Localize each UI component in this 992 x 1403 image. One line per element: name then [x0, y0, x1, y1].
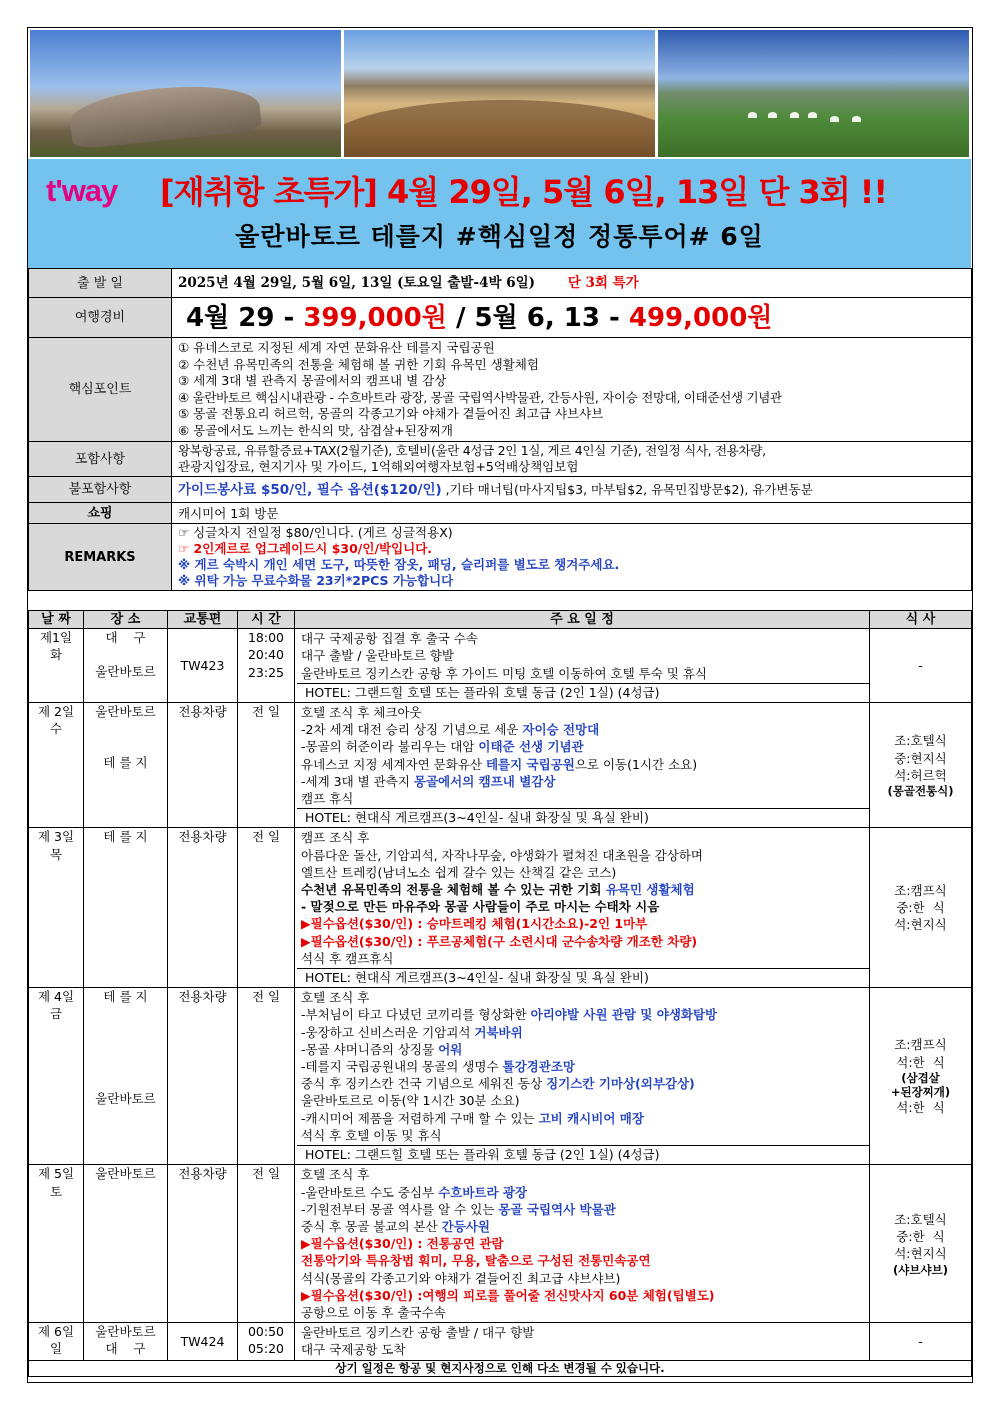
day-transport: 전용차량: [168, 1165, 238, 1323]
itinerary-text: 석식 후 캠프휴식: [301, 950, 394, 966]
place-line: [84, 737, 167, 754]
itinerary-text: [522, 722, 599, 737]
remark-item: ☞ 2인게르로 업그레이드시 $30/인/박입니다.: [178, 541, 433, 556]
highlight-text: 몽골 국립역사 박물관: [498, 1201, 616, 1217]
itinerary-text: - 말젖으로 만든 마유주와 몽골 사람들이 주로 마시는 수태차 시음: [301, 899, 660, 915]
day-meals: [870, 629, 972, 703]
meal-line: 중:현지식: [894, 750, 947, 766]
itinerary-text: 대구 출발 / 울란바토르 향발: [301, 648, 454, 664]
schedule-header-row: [29, 611, 972, 629]
place-line: [84, 646, 167, 663]
itinerary-line: [301, 1166, 865, 1183]
place-line: [84, 1022, 167, 1039]
highlight-text: 톨강경관조망: [502, 1059, 575, 1075]
itinerary-line: [301, 738, 865, 755]
schedule-footer-row: [29, 1360, 972, 1376]
meal-line: 석:한 식: [896, 1054, 945, 1070]
itinerary-text: (남녀노소 쉽게 갈수 있는 산책길 같은 코스): [377, 864, 617, 880]
shopping-value: 캐시미어 1회 방문: [172, 503, 972, 524]
highlight-text: 유목민 생활체험: [605, 882, 695, 898]
place-line: 테 를 지: [103, 755, 148, 771]
itinerary-line: [301, 898, 865, 915]
point-item: ③ 세계 3대 별 관측지 몽골에서의 캠프내 별 감상: [178, 373, 447, 388]
itinerary-line: [301, 773, 865, 790]
remark-item: ※ 위탁 가능 무료수화물 23키*2PCS 가능합니다: [178, 573, 454, 588]
highlight-text: 고비 캐시비어 매장: [538, 1110, 644, 1126]
itinerary-text: 유네스코 지정 세계자연 문화유산: [301, 756, 486, 772]
day-itinerary: [295, 1323, 870, 1360]
price-label: 여행경비: [29, 298, 172, 338]
hotel-line: HOTEL: 그랜드힐 호텔 또는 플라워 호텔 동급 (2인 1실) (4성급): [297, 683, 869, 701]
day-meals: [870, 988, 972, 1165]
day-times: [238, 988, 295, 1165]
price-cell: [172, 298, 972, 338]
meal-line: 조:호텔식: [894, 1211, 947, 1227]
turtle-rock-photo: [30, 30, 341, 157]
itinerary-text: [438, 1042, 462, 1057]
header-meals: 식 사: [870, 611, 972, 629]
itinerary-text: 중식 후 몽골 불교의 본산: [301, 1218, 442, 1234]
itinerary-line: [301, 1252, 865, 1269]
included-line: 왕복항공료, 유류할증료+TAX(2월기준), 호텔비(울란 4성급 2인 1실, 게르 4인실 기준), 전일정 식사, 전용차량,: [178, 443, 766, 458]
day-meals: [870, 828, 972, 988]
day-itinerary: [295, 629, 870, 703]
points-cell: [172, 338, 972, 442]
included-label: 포함사항: [29, 442, 172, 477]
meal-line: 조:호텔식: [894, 733, 947, 749]
subheadline: 울란바토르 테를지 #핵심일정 정통투어# 6일: [235, 222, 764, 251]
schedule-table: [28, 610, 972, 1377]
info-table: [28, 268, 972, 591]
hotel-line: HOTEL: 그랜드힐 호텔 또는 플라워 호텔 동급 (2인 1실) (4성급): [297, 1145, 869, 1163]
highlight-text: 거북바위: [474, 1024, 523, 1040]
photo-strip: [28, 28, 971, 159]
meal-line: 중:한 식: [896, 1229, 945, 1245]
place-line: 대 구: [105, 630, 146, 646]
place-line: 울란바토르: [95, 704, 156, 720]
itinerary-text: 캠프 조식 후: [301, 830, 370, 846]
time-line: 23:25: [247, 664, 285, 680]
day-meals: [870, 703, 972, 828]
day-times: [238, 1165, 295, 1323]
meal-line: 조:캠프식: [894, 883, 947, 899]
itinerary-line: [301, 1110, 865, 1127]
headline: [재취항 초특가] 4월 29일, 5월 6일, 13일 단 3회 !!: [160, 173, 887, 211]
remark-item: ※ 게르 숙박시 개인 세면 도구, 따뜻한 잠옷, 패딩, 슬리퍼를 별도로 챙겨주세요.: [178, 557, 620, 572]
itinerary-line: [301, 847, 865, 864]
itinerary-line: [301, 1127, 865, 1144]
itinerary-text: 으로 이동(1시간 소요): [574, 756, 698, 772]
schedule-day-row: [29, 1165, 972, 1323]
itinerary-text: [539, 1111, 644, 1126]
point-item: ④ 울란바토르 핵심시내관광 - 수흐바트라 광장, 몽골 국립역사박물관, 간등사원, 자이승 전망대, 이태준선생 기념관: [178, 389, 782, 405]
place-line: 대 구: [105, 1341, 146, 1357]
schedule-day-row: [29, 1323, 972, 1360]
highlight-text: 테를지 국립공원: [485, 756, 575, 772]
day-places: [84, 1323, 168, 1360]
itinerary-line: [301, 933, 865, 950]
meal-line: +된장찌개): [890, 1084, 951, 1099]
highlight-text: 자이승 전망대: [522, 722, 600, 738]
itinerary-line: [301, 1092, 865, 1109]
day-transport: TW424: [168, 1323, 238, 1360]
itinerary-line: [301, 864, 865, 881]
place-line: 울란바토르: [95, 1166, 156, 1182]
schedule-day-row: [29, 828, 972, 988]
itinerary-text: -2차 세계 대전 승리 상징 기념으로 세운: [301, 722, 523, 738]
document-frame: [27, 27, 973, 1383]
day-places: [84, 988, 168, 1165]
itinerary-line: [301, 721, 865, 738]
itinerary-text: 호텔 조식 후: [301, 1167, 370, 1183]
itinerary-text: 울란바토르 징키스칸 공항 출발 / 대구 향발: [301, 1325, 535, 1341]
header-place: 장 소: [84, 611, 168, 629]
price-separator: /: [446, 302, 475, 333]
itinerary-text: -캐시미어 제품을 저렴하게 구매 할 수 있는: [301, 1110, 539, 1126]
time-line: 18:00: [247, 630, 285, 646]
excluded-label: 불포함사항: [29, 477, 172, 503]
itinerary-text: 호텔 조식 후: [301, 990, 370, 1006]
itinerary-line: [301, 1270, 865, 1287]
itinerary-text: [546, 1076, 695, 1091]
schedule-day-row: [29, 988, 972, 1165]
itinerary-text: -웅장하고 신비스러운 기암괴석: [301, 1024, 475, 1040]
itinerary-line: [301, 1235, 865, 1252]
place-line: [84, 720, 167, 737]
excluded-highlight: 가이드봉사료 $50/인, 필수 옵션($120/인): [178, 481, 442, 498]
header-itinerary: 주 요 일 정: [295, 611, 870, 629]
itinerary-line: [301, 1024, 865, 1041]
day-places: [84, 703, 168, 828]
itinerary-line: [301, 756, 865, 773]
departure-special: 단 3회 특가: [567, 274, 639, 291]
itinerary-line: [301, 1201, 865, 1218]
meal-line: 석:한 식: [896, 1099, 945, 1115]
highlight-text: 몽골에서의 캠프내 별감상: [413, 773, 556, 789]
place-line: [84, 1039, 167, 1056]
itinerary-line: [301, 1324, 865, 1341]
schedule-footer-note: 상기 일정은 항공 및 현지사정으로 인해 다소 변경될 수 있습니다.: [29, 1360, 972, 1376]
itinerary-line: [301, 1184, 865, 1201]
day-date: 제 5일 토: [29, 1165, 84, 1323]
points-label: 핵심포인트: [29, 338, 172, 442]
itinerary-line: [301, 1041, 865, 1058]
itinerary-text: ▶필수옵션($30/인) : 전통공연 관람: [301, 1236, 504, 1252]
time-line: 전 일: [251, 704, 281, 720]
highlight-text: 어워: [438, 1041, 463, 1057]
place-line: 울란바토르: [95, 1324, 156, 1340]
place-line: [84, 1056, 167, 1073]
itinerary-line: [301, 950, 865, 967]
itinerary-line: [301, 1287, 865, 1304]
meal-line: 석:현지식: [894, 917, 947, 933]
itinerary-text: ▶필수옵션($30/인) : 푸르공체험(구 소련시대 군수송차량 개조한 차량): [301, 933, 698, 949]
itinerary-text: 캠프 휴식: [301, 791, 354, 807]
schedule-day-row: [29, 703, 972, 828]
itinerary-line: [301, 1058, 865, 1075]
itinerary-text: ▶필수옵션($30/인) : 승마트레킹 체험(1시간소요)-2인 1마부: [301, 916, 648, 932]
day-places: [84, 629, 168, 703]
itinerary-text: 석식(몽골의 각종고기와 야채가 곁들어진 최고급 샤브샤브): [301, 1270, 621, 1286]
itinerary-text: 공항으로 이동 후 출국수속: [301, 1304, 446, 1320]
itinerary-line: [301, 829, 865, 846]
itinerary-line: [301, 1304, 865, 1321]
place-line: 테 를 지: [103, 989, 148, 1005]
time-line: 전 일: [251, 829, 281, 845]
highlight-text: 수흐바트라 광장: [438, 1184, 528, 1200]
place-line: [84, 1073, 167, 1090]
itinerary-text: 울란바토르로 이동(약 1시간 30분 소요): [301, 1093, 520, 1109]
itinerary-text: -테를지 국립공원내의 몽골의 생명수: [301, 1059, 503, 1075]
itinerary-text: 울란바토르 징키스칸 공항 후 가이드 미팅 호텔 이동하여 호텔 투숙 및 휴식: [301, 665, 707, 681]
itinerary-line: [301, 915, 865, 932]
meal-line: -: [918, 658, 923, 673]
time-line: 05:20: [247, 1341, 285, 1357]
header-transport: 교통편: [168, 611, 238, 629]
itinerary-text: [606, 882, 695, 897]
itinerary-text: ▶필수옵션($30/인) :여행의 피로를 풀어줄 전신맛사지 60분 체험(팁별도): [301, 1287, 715, 1303]
itinerary-text: 엘트산 트레킹: [301, 864, 378, 880]
remarks-cell: [172, 524, 972, 591]
hotel-line: HOTEL: 현대식 게르캠프(3~4인실- 실내 화장실 및 욕실 완비): [297, 968, 869, 986]
day-date: 제 4일 금: [29, 988, 84, 1165]
desert-camels-photo: [344, 30, 655, 157]
itinerary-text: [498, 1202, 615, 1217]
itinerary-text: -세계 3대 별 관측지: [301, 773, 414, 789]
point-item: ② 수천년 유목민족의 전통을 체험해 볼 귀한 기회 유목민 생활체험: [178, 356, 539, 372]
meal-line: 중:한 식: [896, 900, 945, 916]
place-line: 테 를 지: [103, 829, 148, 845]
meal-line: -: [918, 1333, 923, 1349]
itinerary-text: -부처님이 타고 다녔던 코끼리를 형상화한: [301, 1007, 531, 1023]
meal-line: (삼겹살: [901, 1070, 940, 1085]
itinerary-line: [301, 630, 865, 647]
itinerary-line: [301, 1006, 865, 1023]
meal-line: 석:허르헉: [894, 767, 947, 783]
day-date: 제 6일 일: [29, 1323, 84, 1360]
day-date: 제1일 화: [29, 629, 84, 703]
day-times: [238, 828, 295, 988]
tway-logo: t'way: [46, 173, 118, 208]
itinerary-text: 수천년 유목민족의 전통을 체험해 볼 수 있는 귀한 기회: [301, 882, 606, 898]
day-meals: [870, 1323, 972, 1360]
departure-cell: [172, 269, 972, 298]
price-b-amount: 499,000원: [628, 302, 773, 333]
day-places: [84, 1165, 168, 1323]
itinerary-line: [301, 704, 865, 721]
day-itinerary: [295, 988, 870, 1165]
meal-line: (샤브샤브): [893, 1262, 948, 1277]
excluded-cell: [172, 477, 972, 503]
itinerary-line: [301, 1341, 865, 1358]
remark-item: ☞ 싱글차지 전일정 $80/인니다. (게르 싱글적용X): [178, 525, 453, 540]
departure-label: 출 발 일: [29, 269, 172, 298]
itinerary-line: [301, 989, 865, 1006]
meal-line: 석:현지식: [894, 1246, 947, 1262]
day-transport: 전용차량: [168, 703, 238, 828]
shopping-label: 쇼핑: [29, 503, 172, 524]
point-item: ⑥ 몽골에서도 느끼는 한식의 맛, 삼겹살+된장찌개: [178, 422, 453, 438]
itinerary-line: [301, 665, 865, 682]
included-cell: [172, 442, 972, 477]
point-item: ⑤ 몽골 전통요리 허르헉, 몽골의 각종고기와 야채가 곁들어진 최고급 샤브샤브: [178, 406, 604, 421]
hotel-line: HOTEL: 현대식 게르캠프(3~4인실- 실내 화장실 및 욕실 완비): [297, 808, 869, 826]
itinerary-text: [531, 1007, 717, 1022]
itinerary-text: -기원전부터 몽골 역사를 알 수 있는: [301, 1201, 499, 1217]
day-places: [84, 828, 168, 988]
itinerary-text: 전통악기와 특유창법 훠미, 무용, 탈춤으로 구성된 전통민속공연: [301, 1253, 651, 1269]
itinerary-text: 호텔 조식 후 체크아웃: [301, 705, 422, 721]
itinerary-text: 중식 후 징키스칸 건국 기념으로 세워진 동상: [301, 1076, 547, 1092]
time-line: 00:50: [247, 1324, 285, 1340]
meal-line: (몽골전통식): [887, 784, 954, 799]
day-times: [238, 1323, 295, 1360]
remarks-label: REMARKS: [29, 524, 172, 591]
header-date: 날 짜: [29, 611, 84, 629]
itinerary-line: [301, 1075, 865, 1092]
itinerary-text: [438, 1185, 527, 1200]
day-meals: [870, 1165, 972, 1323]
ger-camp-photo: [658, 30, 969, 157]
excluded-rest: ,기타 매너팁(마사지팁$3, 마부팁$2, 유목민집방문$2), 유가변동분: [441, 481, 813, 497]
itinerary-line: [301, 1218, 865, 1235]
itinerary-text: -몽골의 허준이라 불리우는 대암: [301, 739, 479, 755]
departure-value: 2025년 4월 29일, 5월 6일, 13일 (토요일 출발-4박 6일): [178, 274, 536, 291]
highlight-text: 이태준 선생 기념관: [478, 739, 584, 755]
itinerary-text: 대구 국제공항 도착: [301, 1342, 406, 1358]
price-b-date: 5월 6, 13 -: [474, 302, 629, 333]
time-line: 20:40: [247, 647, 285, 663]
itinerary-line: [301, 881, 865, 898]
price-a-date: 4월 29 -: [186, 302, 304, 333]
itinerary-text: [478, 739, 583, 754]
itinerary-text: -몽골 샤머니즘의 상징물: [301, 1041, 439, 1057]
day-itinerary: [295, 703, 870, 828]
place-line: 울란바토르: [95, 664, 156, 680]
itinerary-text: [442, 1219, 490, 1234]
price-a-amount: 399,000원: [303, 302, 447, 333]
point-item: ① 유네스코로 지정된 세계 자연 문화유산 테를지 국립공원: [178, 340, 495, 355]
included-line: 관광지입장료, 현지기사 및 가이드, 1억해외여행자보험+5억배상책임보험: [178, 459, 579, 474]
itinerary-text: [486, 757, 575, 772]
day-transport: TW423: [168, 629, 238, 703]
schedule-day-row: [29, 629, 972, 703]
highlight-text: 아리야발 사원 관람 및 야생화탐방: [530, 1007, 718, 1023]
itinerary-text: 대구 국제공항 집결 후 출국 수속: [301, 631, 478, 647]
highlight-text: 간등사원: [441, 1218, 490, 1234]
itinerary-text: [503, 1059, 575, 1074]
itinerary-text: -울란바토르 수도 중심부: [301, 1184, 439, 1200]
day-date: 제 2일 수: [29, 703, 84, 828]
meal-line: 조:캠프식: [894, 1037, 947, 1053]
itinerary-line: [301, 647, 865, 664]
day-itinerary: [295, 1165, 870, 1323]
time-line: 전 일: [251, 989, 281, 1005]
place-line: [84, 1005, 167, 1022]
itinerary-text: [414, 774, 556, 789]
day-times: [238, 703, 295, 828]
itinerary-text: 아름다운 돌산, 기암괴석, 자작나무숲, 야생화가 펼쳐진 대초원을 감상하며: [301, 847, 703, 863]
day-transport: 전용차량: [168, 828, 238, 988]
day-itinerary: [295, 828, 870, 988]
time-line: 전 일: [251, 1166, 281, 1182]
itinerary-text: 석식 후 호텔 이동 및 휴식: [301, 1127, 442, 1143]
place-line: 울란바토르: [95, 1091, 156, 1107]
highlight-text: 징기스칸 기마상(외부감상): [546, 1076, 695, 1092]
day-date: 제 3일 목: [29, 828, 84, 988]
itinerary-text: [474, 1025, 522, 1040]
itinerary-line: [301, 790, 865, 807]
title-band: [28, 159, 971, 268]
day-times: [238, 629, 295, 703]
day-transport: 전용차량: [168, 988, 238, 1165]
header-time: 시 간: [238, 611, 295, 629]
